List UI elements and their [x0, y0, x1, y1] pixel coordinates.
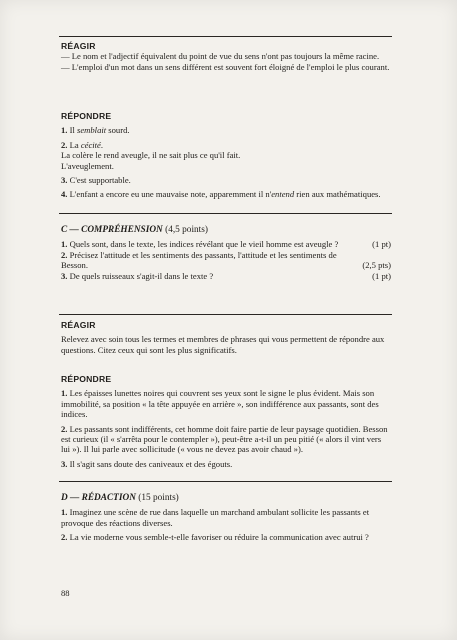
answer-text: L'enfant a encore eu une mauvaise note, apparemment il n' [69, 189, 272, 200]
reagir-block-1 [61, 41, 391, 72]
answer-item [61, 125, 391, 135]
question-number: 2. [61, 249, 68, 260]
section-points: (15 points) [138, 493, 179, 503]
question-item [61, 271, 391, 281]
answer-number: 1. [61, 388, 68, 399]
question-number: 2. [61, 532, 68, 543]
section-title [61, 225, 391, 235]
section-rule [59, 481, 392, 482]
section-rule [59, 314, 392, 315]
answer-text: Il s'agit sans doute des caniveaux et des égouts. [69, 458, 233, 469]
answer-text: Il [69, 125, 78, 136]
top-rule [59, 36, 392, 37]
answer-text: Les épaisses lunettes noires qui couvrent ses yeux sont le signe le plus évident. Mais son immobilité, sa position « la tête appuyée en arrière », son indifférence aux passants, sont des indices. [61, 388, 379, 420]
answer-text: rien aux mathématiques. [294, 189, 381, 200]
question-text: De quels ruisseaux s'agit-il dans le texte ? [69, 270, 214, 281]
repondre-block-2 [61, 374, 391, 469]
answer-text: La [69, 139, 81, 150]
answer-text: Les passants sont indifférents, cet homme doit faire partie de leur paysage quotidien. Besson est curieux (il « s'arrêta pour le contempler »), peut-être a-t-il un peu pitié (« alors il vint vers lui »). Il lui parle avec sollicitude (« vous ne devez pas avoir chaud »). [61, 423, 388, 455]
answer-text: . [100, 139, 104, 150]
answer-emphasis: entend [271, 189, 295, 200]
reagir-heading: RÉAGIR [61, 320, 96, 330]
question-item [61, 507, 391, 528]
answer-number: 1. [61, 125, 68, 136]
answer-number: 2. [61, 423, 68, 434]
page-number: 88 [61, 588, 70, 598]
section-rule [59, 213, 392, 214]
answer-item [61, 388, 391, 419]
question-text: Précisez l'attitude et les sentiments des passants, l'attitude et les sentiments de Besson. [61, 249, 337, 271]
section-c [61, 225, 391, 281]
repondre-heading: RÉPONDRE [61, 374, 112, 384]
reagir-line: — L'emploi d'un mot dans un sens différent est souvent fort éloigné de l'emploi le plus courant. [61, 61, 390, 72]
question-points: (2,5 pts) [362, 260, 391, 271]
answer-item [61, 424, 391, 455]
question-number: 1. [61, 507, 68, 518]
answer-item [61, 140, 391, 150]
repondre-block-1 [61, 111, 391, 200]
question-number: 1. [61, 239, 68, 250]
answer-extra: La colère le rend aveugle, il ne sait plus ce qu'il fait. [61, 150, 241, 161]
answer-text: C'est supportable. [69, 175, 131, 186]
question-item [61, 532, 391, 542]
answer-item [61, 189, 391, 199]
answer-item [61, 459, 391, 469]
question-text: La vie moderne vous semble-t-elle favoriser ou réduire la communication avec autrui ? [69, 532, 369, 543]
answer-item [61, 175, 391, 185]
reagir-text: Relevez avec soin tous les termes et membres de phrases qui vous permettent de répondre aux questions. Citez ceux qui sont les plus significatifs. [61, 334, 385, 355]
answer-emphasis: semblait [77, 125, 107, 136]
answer-emphasis: cécité [80, 139, 101, 150]
repondre-heading: RÉPONDRE [61, 111, 112, 121]
section-d [61, 493, 391, 543]
section-title-text: D — RÉDACTION [61, 493, 136, 503]
answer-number: 4. [61, 189, 68, 200]
question-number: 3. [61, 270, 68, 281]
answer-number: 3. [61, 175, 68, 186]
question-text: Quels sont, dans le texte, les indices révélant que le vieil homme est aveugle ? [69, 239, 339, 250]
reagir-block-2 [61, 320, 391, 355]
reagir-line: — Le nom et l'adjectif équivalent du point de vue du sens n'ont pas toujours la même racine. [61, 51, 380, 62]
answer-number: 3. [61, 458, 68, 469]
section-title [61, 493, 391, 503]
reagir-heading: RÉAGIR [61, 41, 96, 51]
section-title-text: C — COMPRÉHENSION [61, 225, 163, 235]
question-item [61, 239, 391, 249]
question-text: Imaginez une scène de rue dans laquelle un marchand ambulant sollicite les passants et provoque des réactions diverses. [61, 507, 370, 528]
section-points: (4,5 points) [165, 225, 208, 235]
answer-text: sourd. [106, 125, 130, 136]
answer-extra: L'aveuglement. [61, 160, 114, 171]
question-item [61, 250, 391, 271]
answer-number: 2. [61, 139, 68, 150]
question-points: (1 pt) [372, 270, 391, 281]
question-points: (1 pt) [372, 239, 391, 250]
